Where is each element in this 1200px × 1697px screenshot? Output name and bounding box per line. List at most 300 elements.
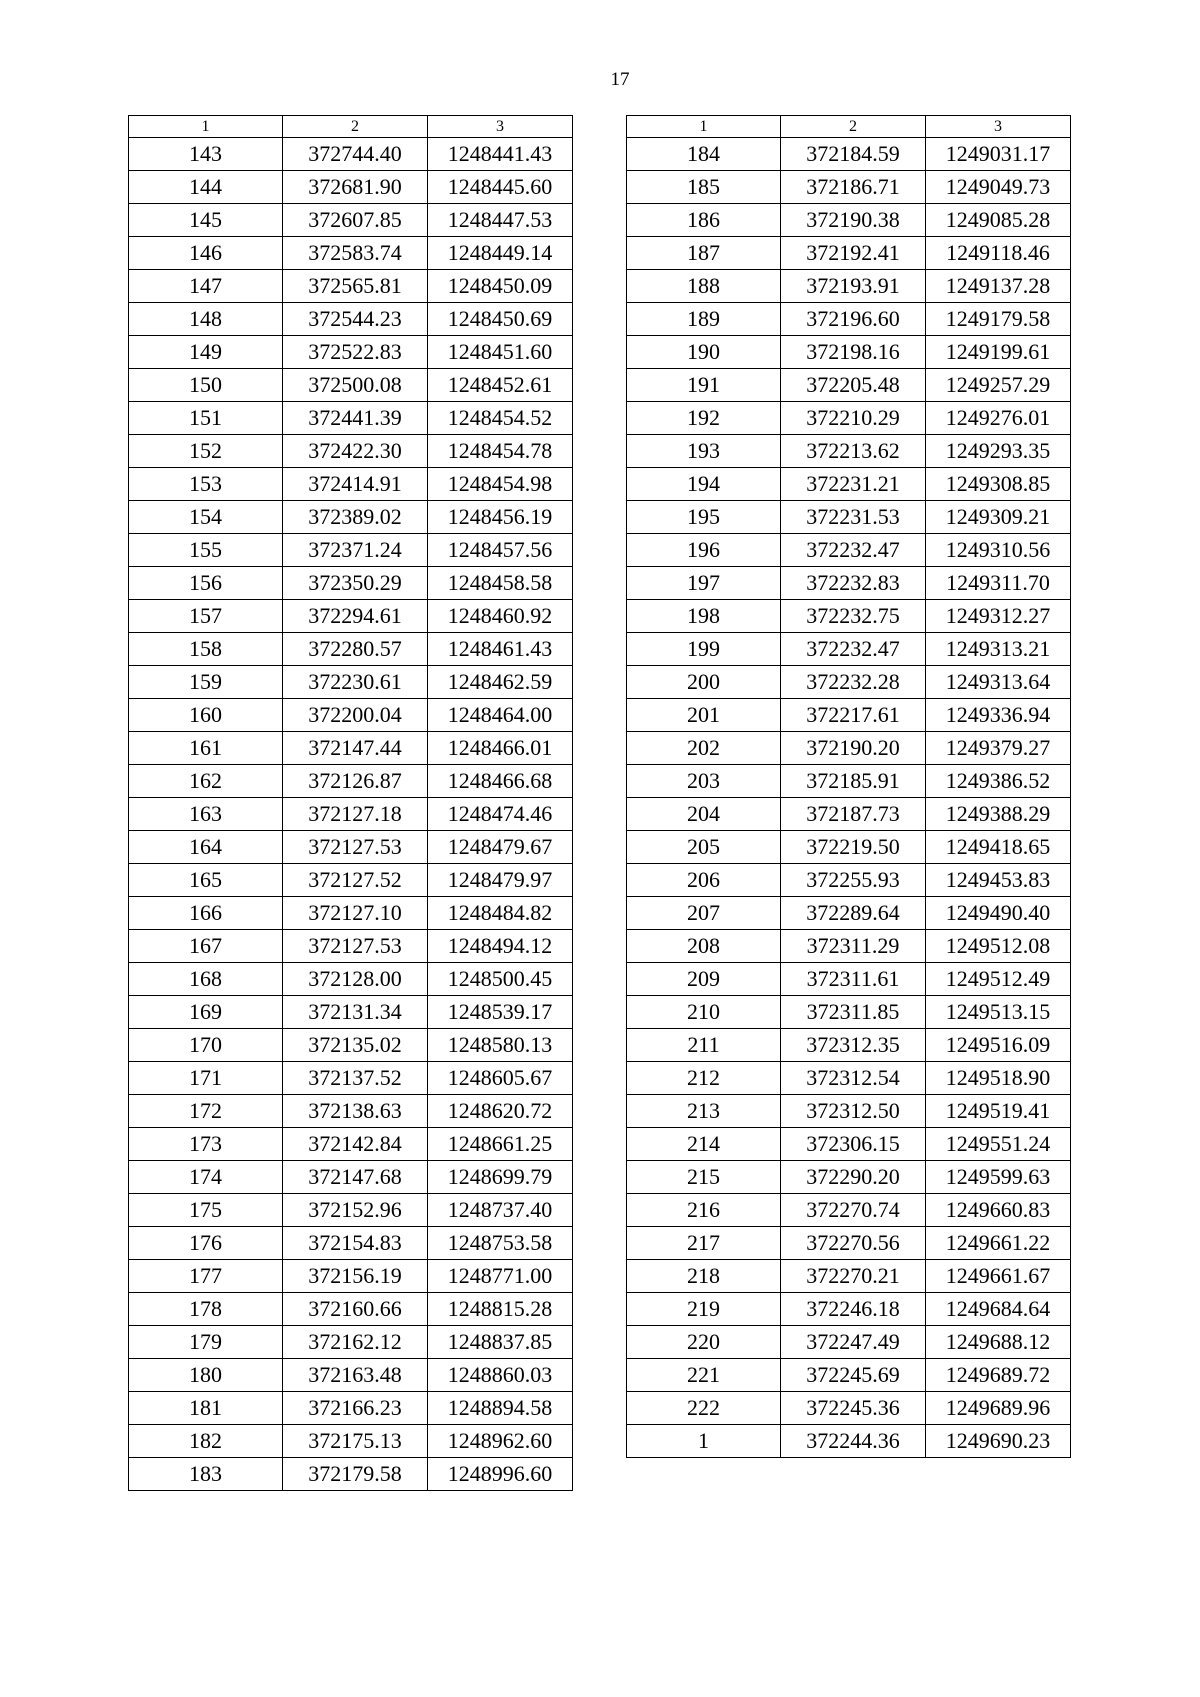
y-coordinate-cell: 1248962.60 [428, 1425, 573, 1458]
x-coordinate-cell: 372232.47 [781, 534, 926, 567]
x-coordinate-cell: 372290.20 [781, 1161, 926, 1194]
y-coordinate-cell: 1248580.13 [428, 1029, 573, 1062]
table-row [129, 402, 573, 435]
y-coordinate-cell: 1249512.08 [926, 930, 1071, 963]
x-coordinate-cell: 372289.64 [781, 897, 926, 930]
table-row [627, 798, 1071, 831]
point-number-cell: 216 [627, 1194, 781, 1227]
x-coordinate-cell: 372294.61 [283, 600, 428, 633]
point-number-cell: 220 [627, 1326, 781, 1359]
table-row [129, 633, 573, 666]
table-row [129, 171, 573, 204]
point-number-cell: 184 [627, 138, 781, 171]
x-coordinate-cell: 372247.49 [781, 1326, 926, 1359]
table-row [627, 633, 1071, 666]
y-coordinate-cell: 1248450.69 [428, 303, 573, 336]
point-number-cell: 149 [129, 336, 283, 369]
table-row [627, 1227, 1071, 1260]
table-row [627, 1194, 1071, 1227]
table-row [627, 369, 1071, 402]
x-coordinate-cell: 372175.13 [283, 1425, 428, 1458]
y-coordinate-cell: 1249312.27 [926, 600, 1071, 633]
table-row [627, 1128, 1071, 1161]
point-number-cell: 183 [129, 1458, 283, 1491]
x-coordinate-cell: 372500.08 [283, 369, 428, 402]
x-coordinate-cell: 372196.60 [781, 303, 926, 336]
table-row [627, 534, 1071, 567]
x-coordinate-cell: 372184.59 [781, 138, 926, 171]
table-row [129, 1194, 573, 1227]
y-coordinate-cell: 1249085.28 [926, 204, 1071, 237]
point-number-cell: 182 [129, 1425, 283, 1458]
coordinates-table-right [626, 115, 1071, 1458]
table-row [129, 204, 573, 237]
x-coordinate-cell: 372162.12 [283, 1326, 428, 1359]
page-number: 17 [610, 69, 630, 90]
table-row [627, 1293, 1071, 1326]
y-coordinate-cell: 1248458.58 [428, 567, 573, 600]
table-row [129, 1029, 573, 1062]
table-row [129, 270, 573, 303]
point-number-cell: 151 [129, 402, 283, 435]
table-row [627, 303, 1071, 336]
table-row [627, 138, 1071, 171]
y-coordinate-cell: 1248860.03 [428, 1359, 573, 1392]
y-coordinate-cell: 1249310.56 [926, 534, 1071, 567]
y-coordinate-cell: 1249386.52 [926, 765, 1071, 798]
y-coordinate-cell: 1248450.09 [428, 270, 573, 303]
point-number-cell: 203 [627, 765, 781, 798]
y-coordinate-cell: 1249518.90 [926, 1062, 1071, 1095]
point-number-cell: 181 [129, 1392, 283, 1425]
table-row [129, 1128, 573, 1161]
table-row [627, 666, 1071, 699]
x-coordinate-cell: 372312.54 [781, 1062, 926, 1095]
point-number-cell: 148 [129, 303, 283, 336]
x-coordinate-cell: 372185.91 [781, 765, 926, 798]
point-number-cell: 143 [129, 138, 283, 171]
point-number-cell: 185 [627, 171, 781, 204]
point-number-cell: 177 [129, 1260, 283, 1293]
table-row [129, 1425, 573, 1458]
table-row [129, 1326, 573, 1359]
x-coordinate-cell: 372147.68 [283, 1161, 428, 1194]
table-row [627, 270, 1071, 303]
x-coordinate-cell: 372190.38 [781, 204, 926, 237]
point-number-cell: 201 [627, 699, 781, 732]
x-coordinate-cell: 372127.53 [283, 831, 428, 864]
point-number-cell: 204 [627, 798, 781, 831]
y-coordinate-cell: 1249137.28 [926, 270, 1071, 303]
point-number-cell: 208 [627, 930, 781, 963]
x-coordinate-cell: 372244.36 [781, 1425, 926, 1458]
table-row [129, 138, 573, 171]
x-coordinate-cell: 372389.02 [283, 501, 428, 534]
point-number-cell: 210 [627, 996, 781, 1029]
x-coordinate-cell: 372245.69 [781, 1359, 926, 1392]
x-coordinate-cell: 372422.30 [283, 435, 428, 468]
y-coordinate-cell: 1248661.25 [428, 1128, 573, 1161]
x-coordinate-cell: 372350.29 [283, 567, 428, 600]
x-coordinate-cell: 372131.34 [283, 996, 428, 1029]
y-coordinate-cell: 1248457.56 [428, 534, 573, 567]
x-coordinate-cell: 372127.53 [283, 930, 428, 963]
table-row [129, 765, 573, 798]
table-row [129, 1095, 573, 1128]
y-coordinate-cell: 1249379.27 [926, 732, 1071, 765]
table-row [627, 1029, 1071, 1062]
x-coordinate-cell: 372128.00 [283, 963, 428, 996]
point-number-cell: 209 [627, 963, 781, 996]
table-row [627, 204, 1071, 237]
point-number-cell: 174 [129, 1161, 283, 1194]
point-number-cell: 164 [129, 831, 283, 864]
y-coordinate-cell: 1249118.46 [926, 237, 1071, 270]
x-coordinate-cell: 372232.83 [781, 567, 926, 600]
point-number-cell: 199 [627, 633, 781, 666]
table-row [129, 996, 573, 1029]
table-row [129, 1161, 573, 1194]
y-coordinate-cell: 1248753.58 [428, 1227, 573, 1260]
point-number-cell: 157 [129, 600, 283, 633]
x-coordinate-cell: 372607.85 [283, 204, 428, 237]
y-coordinate-cell: 1249388.29 [926, 798, 1071, 831]
y-coordinate-cell: 1248996.60 [428, 1458, 573, 1491]
x-coordinate-cell: 372312.35 [781, 1029, 926, 1062]
point-number-cell: 172 [129, 1095, 283, 1128]
y-coordinate-cell: 1248456.19 [428, 501, 573, 534]
y-coordinate-cell: 1248605.67 [428, 1062, 573, 1095]
x-coordinate-cell: 372127.10 [283, 897, 428, 930]
table-row [627, 699, 1071, 732]
table-row [129, 435, 573, 468]
table-row [129, 600, 573, 633]
table-row [627, 1359, 1071, 1392]
y-coordinate-cell: 1249049.73 [926, 171, 1071, 204]
table-header-row [627, 116, 1071, 138]
point-number-cell: 198 [627, 600, 781, 633]
table-row [627, 1425, 1071, 1458]
y-coordinate-cell: 1249519.41 [926, 1095, 1071, 1128]
x-coordinate-cell: 372231.53 [781, 501, 926, 534]
y-coordinate-cell: 1248837.85 [428, 1326, 573, 1359]
y-coordinate-cell: 1249684.64 [926, 1293, 1071, 1326]
table-row [129, 1062, 573, 1095]
table-row [129, 468, 573, 501]
table-row [129, 369, 573, 402]
y-coordinate-cell: 1248737.40 [428, 1194, 573, 1227]
table-row [129, 864, 573, 897]
point-number-cell: 186 [627, 204, 781, 237]
x-coordinate-cell: 372522.83 [283, 336, 428, 369]
point-number-cell: 212 [627, 1062, 781, 1095]
x-coordinate-cell: 372231.21 [781, 468, 926, 501]
point-number-cell: 195 [627, 501, 781, 534]
y-coordinate-cell: 1249313.21 [926, 633, 1071, 666]
x-coordinate-cell: 372186.71 [781, 171, 926, 204]
x-coordinate-cell: 372744.40 [283, 138, 428, 171]
point-number-cell: 222 [627, 1392, 781, 1425]
y-coordinate-cell: 1249689.72 [926, 1359, 1071, 1392]
table-row [129, 930, 573, 963]
y-coordinate-cell: 1249551.24 [926, 1128, 1071, 1161]
point-number-cell: 215 [627, 1161, 781, 1194]
table-row [627, 732, 1071, 765]
x-coordinate-cell: 372565.81 [283, 270, 428, 303]
x-coordinate-cell: 372230.61 [283, 666, 428, 699]
y-coordinate-cell: 1249276.01 [926, 402, 1071, 435]
y-coordinate-cell: 1249453.83 [926, 864, 1071, 897]
table-row [627, 864, 1071, 897]
y-coordinate-cell: 1249512.49 [926, 963, 1071, 996]
x-coordinate-cell: 372156.19 [283, 1260, 428, 1293]
point-number-cell: 154 [129, 501, 283, 534]
point-number-cell: 193 [627, 435, 781, 468]
y-coordinate-cell: 1249599.63 [926, 1161, 1071, 1194]
y-coordinate-cell: 1249418.65 [926, 831, 1071, 864]
point-number-cell: 155 [129, 534, 283, 567]
point-number-cell: 159 [129, 666, 283, 699]
point-number-cell: 188 [627, 270, 781, 303]
x-coordinate-cell: 372311.29 [781, 930, 926, 963]
y-coordinate-cell: 1249490.40 [926, 897, 1071, 930]
table-row [129, 798, 573, 831]
point-number-cell: 206 [627, 864, 781, 897]
y-coordinate-cell: 1248454.78 [428, 435, 573, 468]
x-coordinate-cell: 372270.74 [781, 1194, 926, 1227]
point-number-cell: 214 [627, 1128, 781, 1161]
table-row [627, 468, 1071, 501]
y-coordinate-cell: 1248451.60 [428, 336, 573, 369]
table-row [627, 1161, 1071, 1194]
x-coordinate-cell: 372255.93 [781, 864, 926, 897]
table-row [627, 237, 1071, 270]
y-coordinate-cell: 1248474.46 [428, 798, 573, 831]
y-coordinate-cell: 1249293.35 [926, 435, 1071, 468]
x-coordinate-cell: 372270.56 [781, 1227, 926, 1260]
table-row [129, 1260, 573, 1293]
y-coordinate-cell: 1248815.28 [428, 1293, 573, 1326]
x-coordinate-cell: 372198.16 [781, 336, 926, 369]
table-row [129, 963, 573, 996]
point-number-cell: 160 [129, 699, 283, 732]
table-row [627, 1062, 1071, 1095]
table-row [627, 897, 1071, 930]
table-row [129, 303, 573, 336]
y-coordinate-cell: 1248449.14 [428, 237, 573, 270]
x-coordinate-cell: 372210.29 [781, 402, 926, 435]
y-coordinate-cell: 1248445.60 [428, 171, 573, 204]
x-coordinate-cell: 372126.87 [283, 765, 428, 798]
point-number-cell: 175 [129, 1194, 283, 1227]
y-coordinate-cell: 1248447.53 [428, 204, 573, 237]
table-row [129, 237, 573, 270]
x-coordinate-cell: 372127.52 [283, 864, 428, 897]
y-coordinate-cell: 1249336.94 [926, 699, 1071, 732]
point-number-cell: 173 [129, 1128, 283, 1161]
point-number-cell: 165 [129, 864, 283, 897]
x-coordinate-cell: 372371.24 [283, 534, 428, 567]
point-number-cell: 147 [129, 270, 283, 303]
x-coordinate-cell: 372200.04 [283, 699, 428, 732]
point-number-cell: 221 [627, 1359, 781, 1392]
y-coordinate-cell: 1248462.59 [428, 666, 573, 699]
table-row [129, 1392, 573, 1425]
point-number-cell: 218 [627, 1260, 781, 1293]
y-coordinate-cell: 1248771.00 [428, 1260, 573, 1293]
y-coordinate-cell: 1249309.21 [926, 501, 1071, 534]
x-coordinate-cell: 372163.48 [283, 1359, 428, 1392]
y-coordinate-cell: 1249308.85 [926, 468, 1071, 501]
point-number-cell: 145 [129, 204, 283, 237]
x-coordinate-cell: 372312.50 [781, 1095, 926, 1128]
y-coordinate-cell: 1248500.45 [428, 963, 573, 996]
y-coordinate-cell: 1248454.52 [428, 402, 573, 435]
x-coordinate-cell: 372154.83 [283, 1227, 428, 1260]
x-coordinate-cell: 372190.20 [781, 732, 926, 765]
table-row [129, 1227, 573, 1260]
x-coordinate-cell: 372160.66 [283, 1293, 428, 1326]
y-coordinate-cell: 1249257.29 [926, 369, 1071, 402]
table-row [129, 567, 573, 600]
y-coordinate-cell: 1249513.15 [926, 996, 1071, 1029]
table-row [627, 501, 1071, 534]
x-coordinate-cell: 372246.18 [781, 1293, 926, 1326]
table-row [129, 1359, 573, 1392]
x-coordinate-cell: 372544.23 [283, 303, 428, 336]
point-number-cell: 178 [129, 1293, 283, 1326]
point-number-cell: 202 [627, 732, 781, 765]
y-coordinate-cell: 1248441.43 [428, 138, 573, 171]
y-coordinate-cell: 1249660.83 [926, 1194, 1071, 1227]
x-coordinate-cell: 372192.41 [781, 237, 926, 270]
point-number-cell: 219 [627, 1293, 781, 1326]
table-row [627, 765, 1071, 798]
table-row [129, 831, 573, 864]
y-coordinate-cell: 1248484.82 [428, 897, 573, 930]
y-coordinate-cell: 1249516.09 [926, 1029, 1071, 1062]
point-number-cell: 196 [627, 534, 781, 567]
x-coordinate-cell: 372232.28 [781, 666, 926, 699]
point-number-cell: 170 [129, 1029, 283, 1062]
y-coordinate-cell: 1249179.58 [926, 303, 1071, 336]
point-number-cell: 158 [129, 633, 283, 666]
y-coordinate-cell: 1248466.68 [428, 765, 573, 798]
x-coordinate-cell: 372205.48 [781, 369, 926, 402]
x-coordinate-cell: 372583.74 [283, 237, 428, 270]
x-coordinate-cell: 372219.50 [781, 831, 926, 864]
x-coordinate-cell: 372280.57 [283, 633, 428, 666]
point-number-cell: 171 [129, 1062, 283, 1095]
table-row [627, 996, 1071, 1029]
point-number-cell: 169 [129, 996, 283, 1029]
x-coordinate-cell: 372681.90 [283, 171, 428, 204]
column-header-3: 3 [926, 116, 1071, 138]
x-coordinate-cell: 372311.85 [781, 996, 926, 1029]
table-row [129, 699, 573, 732]
y-coordinate-cell: 1248464.00 [428, 699, 573, 732]
point-number-cell: 156 [129, 567, 283, 600]
point-number-cell: 146 [129, 237, 283, 270]
x-coordinate-cell: 372213.62 [781, 435, 926, 468]
y-coordinate-cell: 1248454.98 [428, 468, 573, 501]
table-row [129, 666, 573, 699]
y-coordinate-cell: 1248461.43 [428, 633, 573, 666]
coordinates-table-left [128, 115, 573, 1491]
column-header-2: 2 [781, 116, 926, 138]
y-coordinate-cell: 1248894.58 [428, 1392, 573, 1425]
point-number-cell: 207 [627, 897, 781, 930]
point-number-cell: 179 [129, 1326, 283, 1359]
table-row [627, 1392, 1071, 1425]
point-number-cell: 166 [129, 897, 283, 930]
y-coordinate-cell: 1249690.23 [926, 1425, 1071, 1458]
y-coordinate-cell: 1248539.17 [428, 996, 573, 1029]
table-row [627, 1326, 1071, 1359]
y-coordinate-cell: 1249661.22 [926, 1227, 1071, 1260]
x-coordinate-cell: 372127.18 [283, 798, 428, 831]
table-row [129, 1458, 573, 1491]
y-coordinate-cell: 1249313.64 [926, 666, 1071, 699]
x-coordinate-cell: 372414.91 [283, 468, 428, 501]
column-header-1: 1 [627, 116, 781, 138]
y-coordinate-cell: 1248460.92 [428, 600, 573, 633]
column-header-1: 1 [129, 116, 283, 138]
point-number-cell: 190 [627, 336, 781, 369]
table-row [129, 897, 573, 930]
x-coordinate-cell: 372245.36 [781, 1392, 926, 1425]
y-coordinate-cell: 1249199.61 [926, 336, 1071, 369]
x-coordinate-cell: 372137.52 [283, 1062, 428, 1095]
table-row [627, 1260, 1071, 1293]
point-number-cell: 144 [129, 171, 283, 204]
y-coordinate-cell: 1249661.67 [926, 1260, 1071, 1293]
column-header-2: 2 [283, 116, 428, 138]
point-number-cell: 205 [627, 831, 781, 864]
x-coordinate-cell: 372232.75 [781, 600, 926, 633]
x-coordinate-cell: 372193.91 [781, 270, 926, 303]
table-row [627, 963, 1071, 996]
point-number-cell: 153 [129, 468, 283, 501]
table-row [627, 402, 1071, 435]
y-coordinate-cell: 1248699.79 [428, 1161, 573, 1194]
y-coordinate-cell: 1248494.12 [428, 930, 573, 963]
x-coordinate-cell: 372179.58 [283, 1458, 428, 1491]
table-row [129, 732, 573, 765]
table-row [627, 600, 1071, 633]
y-coordinate-cell: 1248466.01 [428, 732, 573, 765]
table-row [627, 336, 1071, 369]
point-number-cell: 162 [129, 765, 283, 798]
point-number-cell: 161 [129, 732, 283, 765]
y-coordinate-cell: 1248479.67 [428, 831, 573, 864]
x-coordinate-cell: 372166.23 [283, 1392, 428, 1425]
point-number-cell: 200 [627, 666, 781, 699]
y-coordinate-cell: 1248620.72 [428, 1095, 573, 1128]
point-number-cell: 152 [129, 435, 283, 468]
table-row [627, 1095, 1071, 1128]
point-number-cell: 197 [627, 567, 781, 600]
table-row [129, 336, 573, 369]
point-number-cell: 194 [627, 468, 781, 501]
table-row [627, 567, 1071, 600]
x-coordinate-cell: 372306.15 [781, 1128, 926, 1161]
point-number-cell: 213 [627, 1095, 781, 1128]
x-coordinate-cell: 372135.02 [283, 1029, 428, 1062]
x-coordinate-cell: 372142.84 [283, 1128, 428, 1161]
column-header-3: 3 [428, 116, 573, 138]
point-number-cell: 150 [129, 369, 283, 402]
